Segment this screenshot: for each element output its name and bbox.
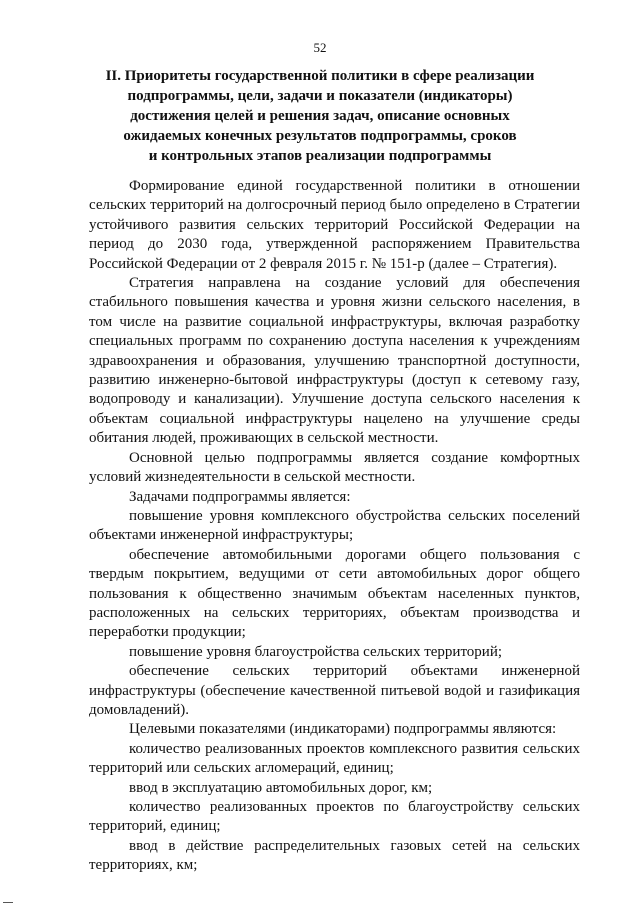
section-title-line: ожидаемых конечных результатов подпрограммы, сроков (123, 128, 517, 144)
body-text (89, 177, 580, 876)
list-item-task: повышение уровня комплексного обустройства сельских поселений объектами инженерной инфраструктуры; (89, 507, 580, 544)
scan-edge-mark (3, 902, 13, 903)
section-title-line: подпрограммы, цели, задачи и показатели (индикаторы) (127, 88, 513, 104)
page-number: 52 (313, 40, 327, 55)
section-title-line: достижения целей и решения задач, описание основных (130, 108, 510, 124)
list-item-task: обеспечение сельских территорий объектами инженерной инфраструктуры (обеспечение качественной питьевой водой и газификация домовладений). (89, 663, 580, 718)
section-title-line: и контрольных этапов реализации подпрограммы (148, 148, 492, 164)
paragraph-indicators-heading: Целевыми показателями (индикаторами) подпрограммы являются: (129, 721, 557, 738)
list-item-indicator: ввод в эксплуатацию автомобильных дорог, км; (129, 779, 433, 796)
section-title-line: II. Приоритеты государственной политики в сфере реализации (105, 68, 535, 84)
paragraph-policy-formation: Формирование единой государственной политики в отношении сельских территорий на долгосрочный период было определено в Стратегии устойчивого развития сельских территорий Российской Федерации на период до 2030 года, утвержденной распоряжением Правительства Российской Федерации от 2 февраля 2015 г. № 151-р (далее – Стратегия). (89, 178, 580, 272)
list-item-indicator: ввод в действие распределительных газовых сетей на сельских территориях, км; (89, 837, 580, 874)
section-title (95, 66, 545, 166)
paragraph-strategy-aims: Стратегия направлена на создание условий для обеспечения стабильного повышения качества и уровня жизни сельского населения, в том числе на развитие социальной инфраструктуры, включая разработку специальных программ по сохранению доступа населения к учреждениям здравоохранения и образования, улучшению транспортной доступности, развитию инженерно-бытовой инфраструктуры (доступ к сетевому газу, водопроводу и канализации). Улучшение доступа сельского населения к объектам социальной инфраструктуры нацелено на улучшение среды обитания людей, проживающих в сельской местности. (89, 275, 580, 447)
paragraph-tasks-heading: Задачами подпрограммы является: (129, 488, 351, 505)
list-item-task: обеспечение автомобильными дорогами общего пользования с твердым покрытием, ведущими от сети автомобильных дорог общего пользования к общественно значимым объектам населенных пунктов, расположенных на сельских территориях, объектам производства и переработки продукции; (89, 546, 580, 641)
paragraph-main-goal: Основной целью подпрограммы является создание комфортных условий жизнедеятельности в сельской местности. (89, 449, 580, 486)
list-item-task: повышение уровня благоустройства сельских территорий; (129, 643, 503, 660)
list-item-indicator: количество реализованных проектов комплексного развития сельских территорий или сельских агломераций, единиц; (89, 740, 580, 777)
list-item-indicator: количество реализованных проектов по благоустройству сельских территорий, единиц; (89, 799, 580, 835)
